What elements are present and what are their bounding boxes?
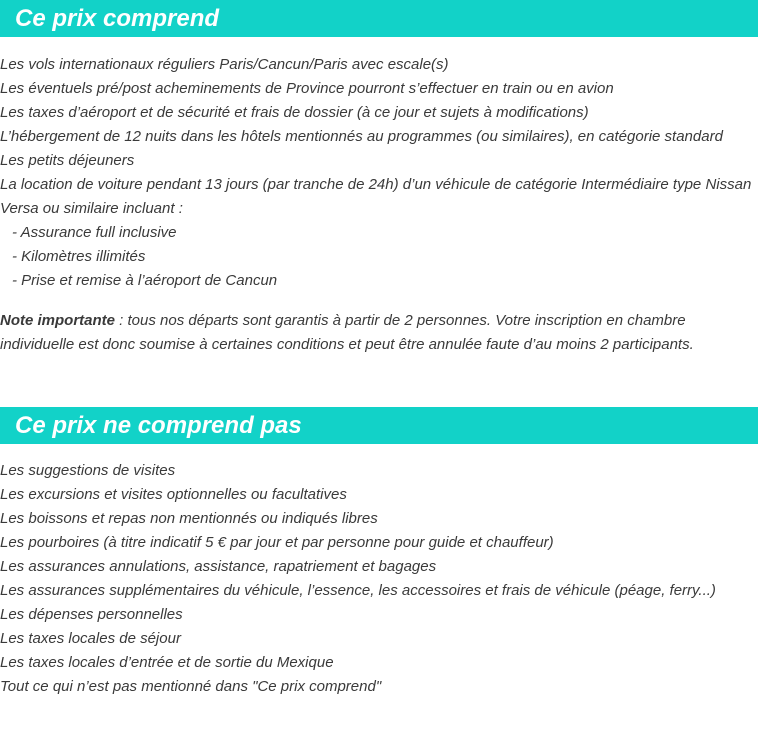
list-item: Les assurances annulations, assistance, rapatriement et bagages [0,558,437,575]
section-title: Ce prix comprend [15,5,220,32]
sub-list-item: - Kilomètres illimités [12,248,146,265]
list-item: Tout ce qui n’est pas mentionné dans "Ce prix comprend" [0,678,382,695]
list-item: La location de voiture pendant 13 jours (par tranche de 24h) d’un véhicule de catégorie Intermédiaire type Nissan Versa ou similaire incluant : [0,176,752,217]
sub-list-item: - Prise et remise à l’aéroport de Cancun [12,272,278,289]
list-item: Les pourboires (à titre indicatif 5 € par jour et par personne pour guide et chauffeur) [0,534,554,551]
section-title: Ce prix ne comprend pas [15,412,302,439]
list-item: Les taxes d’aéroport et de sécurité et frais de dossier (à ce jour et sujets à modifications) [0,104,589,121]
list-item: Les petits déjeuners [0,152,135,169]
note-label: Note importante [0,312,116,329]
section-header-included [0,0,758,37]
list-item: Les éventuels pré/post acheminements de Province pourront s’effectuer en train ou en avion [0,80,614,97]
important-note [0,309,754,357]
list-item: Les excursions et visites optionnelles ou facultatives [0,486,347,503]
note-text: : tous nos départs sont garantis à partir de 2 personnes. Votre inscription en chambre individuelle est donc soumise à certaines conditions et peut être annulée faute d’au moins 2 participants. [0,312,694,353]
included-list [0,53,758,293]
list-item: L’hébergement de 12 nuits dans les hôtels mentionnés au programmes (ou similaires), en catégorie standard [0,128,723,145]
list-item: Les taxes locales d’entrée et de sortie du Mexique [0,654,334,671]
sub-list-item: - Assurance full inclusive [12,224,177,241]
list-item: Les boissons et repas non mentionnés ou indiqués libres [0,510,378,527]
list-item: Les vols internationaux réguliers Paris/Cancun/Paris avec escale(s) [0,56,449,73]
list-item: Les suggestions de visites [0,462,176,479]
list-item: Les dépenses personnelles [0,606,183,623]
list-item: Les taxes locales de séjour [0,630,181,647]
list-item: Les assurances supplémentaires du véhicule, l’essence, les accessoires et frais de véhicule (péage, ferry...) [0,582,716,599]
section-header-not-included [0,407,758,444]
not-included-list [0,459,758,699]
